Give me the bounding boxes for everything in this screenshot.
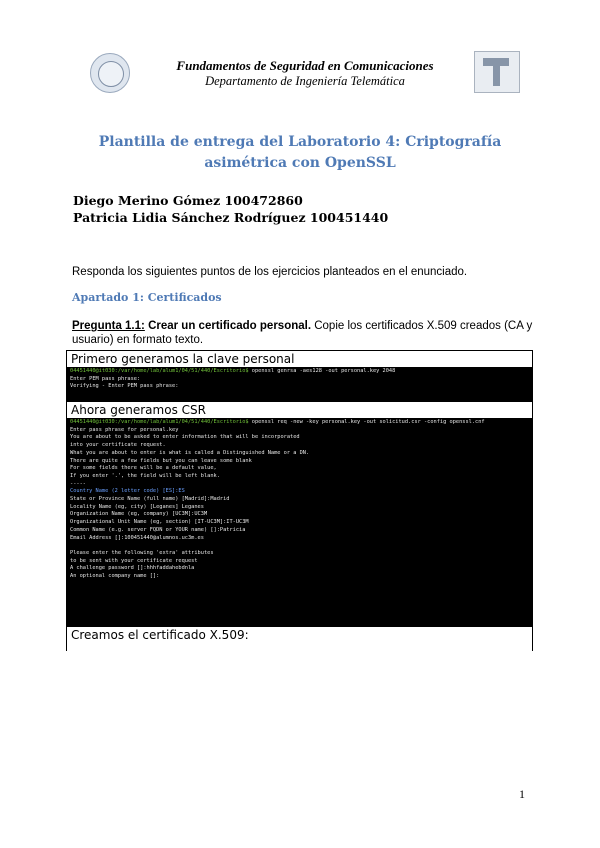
department-logo [474,51,520,93]
terminal-line: What you are about to enter is what is called a Distinguished Name or a DN. [70,449,310,456]
section-heading: Apartado 1: Certificados [72,291,222,304]
step-1-caption: Primero generamos la clave personal [67,351,532,367]
terminal-screenshot-1 [67,367,532,402]
question-text: Copie los certificados X.509 creados (CA y usuario) en formato texto. [72,320,533,346]
terminal-line: Please enter the following 'extra' attributes [70,549,214,556]
terminal-line: A challenge password []:hhhfaddahebdnla [70,565,195,572]
terminal-line: into your certificate request. [70,442,166,449]
intro-text: Responda los siguientes puntos de los ejercicios planteados en el enunciado. [72,266,468,278]
terminal-line: Common Name (e.g. server FQDN or YOUR name) []:Patricia [70,526,246,533]
terminal-line: For some fields there will be a default value, [70,465,217,472]
terminal-screenshot-2 [67,418,532,627]
author-1: Diego Merino Gómez 100472860 [73,193,303,208]
terminal-command: openssl req -new -key personal.key -out solicitud.csr -config openssl.cnf [248,419,485,425]
terminal-line: Organizational Unit Name (eg, section) [IT-UC3M]:IT-UC3M [70,519,249,526]
terminal-line: Organization Name (eg, company) [UC3M]:UC3M [70,511,208,518]
step-3-caption: Creamos el certificado X.509: [67,627,532,643]
question-label: Pregunta 1.1: [72,320,145,332]
page-header [90,45,520,93]
header-subtitle: Departamento de Ingeniería Telemática [205,74,405,88]
terminal-line: If you enter '.', the field will be left blank. [70,472,220,479]
terminal-line: Country Name (2 letter code) [ES]:ES [70,488,185,495]
answer-box [66,350,533,651]
header-title: Fundamentos de Seguridad en Comunicaciones [176,58,434,73]
terminal-line: An optional company name []: [70,573,160,580]
terminal-line: Verifying - Enter PEM pass phrase: [70,383,179,390]
step-2-caption: Ahora generamos CSR [67,402,532,418]
terminal-prompt: 04451440@it030:/var/home/lab/alum1/04/51/440/Escritorio$ [70,419,249,425]
terminal-line: Enter pass phrase for personal.key [70,426,179,433]
terminal-line: ----- [70,480,86,487]
terminal-line: Locality Name (eg, city) [Leganes] Leganes [70,503,204,510]
terminal-line: Enter PEM pass phrase: [70,375,141,382]
terminal-line: You are about to be asked to enter information that will be incorporated [70,434,300,441]
terminal-line: There are quite a few fields but you can leave some blank [70,457,252,464]
page-number: 1 [519,787,525,801]
author-2: Patricia Lidia Sánchez Rodríguez 100451440 [73,210,389,225]
terminal-prompt: 04451440@it030:/var/home/lab/alum1/04/51/440/Escritorio$ [70,368,249,374]
terminal-command: openssl genrsa -aes128 -out personal.key 2048 [248,368,396,374]
question-bold: Crear un certificado personal. [148,320,312,332]
terminal-line: Email Address []:100451440@alumnos.uc3m.es [70,534,204,541]
question [72,319,542,347]
document-title: Plantilla de entrega del Laboratorio 4: Criptografía asimétrica con OpenSSL [98,134,502,171]
terminal-line: to be sent with your certificate request [70,557,198,564]
terminal-line: State or Province Name (full name) [Madrid]:Madrid [70,496,230,503]
